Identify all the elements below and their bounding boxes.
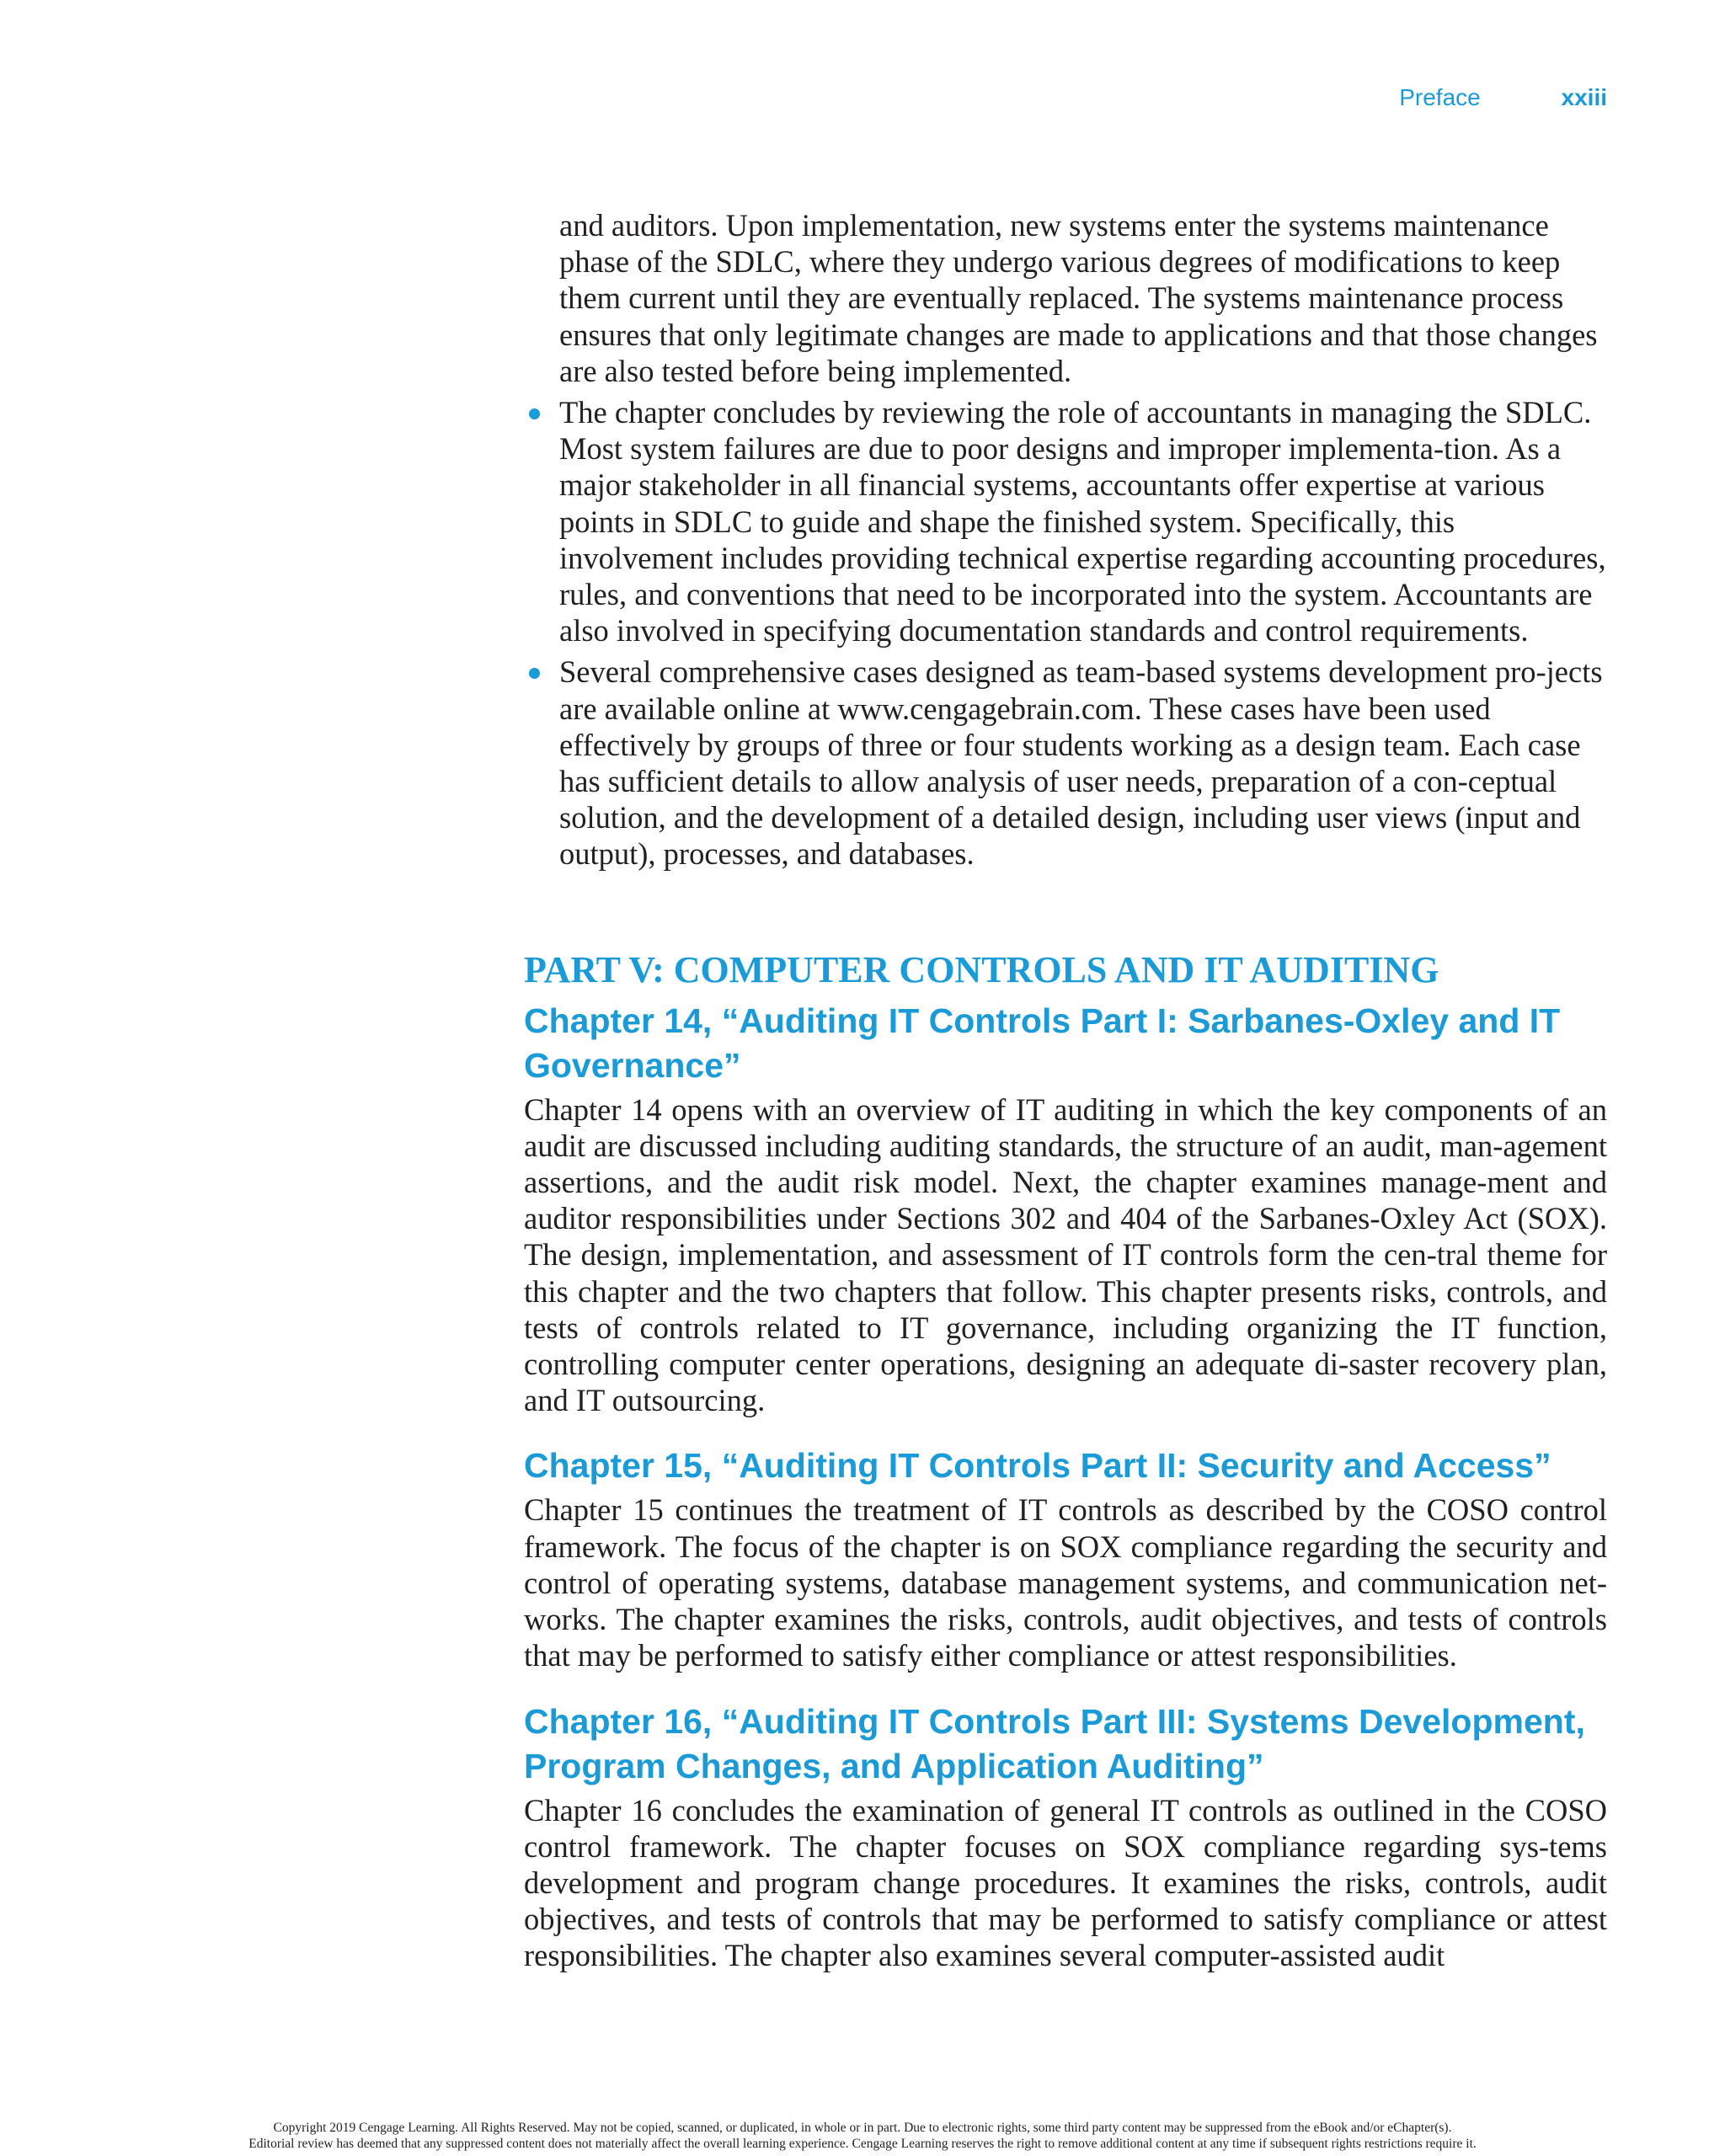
bullet-text: The chapter concludes by reviewing the role of accountants in managing the SDLC. Most system failures are due to poor designs and improper implementa-tion. As a major stakeholder in all financial systems, accountants offer expertise at various points in SDLC to guide and shape the finished system. Specifically, this involvement includes providing technical expertise regarding accounting procedures, rules, and conventions that need to be incorporated into the system. Accountants are also involved in specifying documentation standards and control requirements. [559,395,1606,648]
chapter-15-body: Chapter 15 continues the treatment of IT controls as described by the COSO control framework. The focus of the chapter is on SOX compliance regarding the security and control of operating systems, database management systems, and communication net-works. The chapter examines the risks, controls, audit objectives, and tests of controls that may be performed to satisfy either compliance or attest responsibilities. [524,1492,1607,1673]
bullet-icon [529,408,540,419]
running-head-section: Preface [1399,84,1481,110]
copyright-footer [0,2120,1725,2152]
page-body [524,207,1607,1974]
chapter-16-title: Chapter 16, “Auditing IT Controls Part III: Systems Development, Program Changes, and Application Auditing” [524,1701,1585,1785]
chapter-14-title: Chapter 14, “Auditing IT Controls Part I: Sarbanes-Oxley and IT Governance” [524,1001,1561,1085]
copyright-line-1: Copyright 2019 Cengage Learning. All Rights Reserved. May not be copied, scanned, or duplicated, in whole or in part. Due to electronic rights, some third party content may be suppressed from the eBook and/or eChapter(s). [273,2121,1452,2135]
bullet-icon [529,668,540,679]
chapter-14-body: Chapter 14 opens with an overview of IT auditing in which the key components of an audit are discussed including auditing standards, the structure of an audit, man-agement assertions, and the audit risk model. Next, the chapter examines manage-ment and auditor responsibilities under Sections 302 and 404 of the Sarbanes-Oxley Act (SOX). The design, implementation, and assessment of IT controls form the cen-tral theme for this chapter and the two chapters that follow. This chapter presents risks, controls, and tests of controls related to IT governance, including organizing the IT function, controlling computer center operations, designing an adequate di-saster recovery plan, and IT outsourcing. [524,1091,1607,1418]
bullet-item [524,394,1607,648]
chapter-16-body: Chapter 16 concludes the examination of general IT controls as outlined in the COSO control framework. The chapter focuses on SOX compliance regarding sys-tems development and program change procedures. It examines the risks, controls, audit objectives, and tests of controls that may be performed to satisfy compliance or attest responsibilities. The chapter also examines several computer-assisted audit [524,1792,1607,1973]
bullet-item [524,654,1607,872]
page-number: xxiii [1561,84,1607,110]
chapter-15-title: Chapter 15, “Auditing IT Controls Part II: Security and Access” [524,1446,1551,1486]
running-head [1399,84,1607,111]
copyright-line-2: Editorial review has deemed that any suppressed content does not materially affect the overall learning experience. Cengage Learning reserves the right to remove additional content at any time if subsequent rights restrictions require it. [248,2137,1477,2151]
bullet-text: Several comprehensive cases designed as team-based systems development pro-jects are available online at www.cengagebrain.com. These cases have been used effectively by groups of three or four students working as a design team. Each case has sufficient details to allow analysis of user needs, preparation of a con-ceptual solution, and the development of a detailed design, including user views (input and output), processes, and databases. [559,654,1603,872]
part-title: PART V: COMPUTER CONTROLS AND IT AUDITING [524,948,1439,990]
continued-paragraph: and auditors. Upon implementation, new systems enter the systems maintenance phase of the SDLC, where they undergo various degrees of modifications to keep them current until they are eventually replaced. The systems maintenance process ensures that only legitimate changes are made to applications and that those changes are also tested before being implemented. [559,208,1598,388]
